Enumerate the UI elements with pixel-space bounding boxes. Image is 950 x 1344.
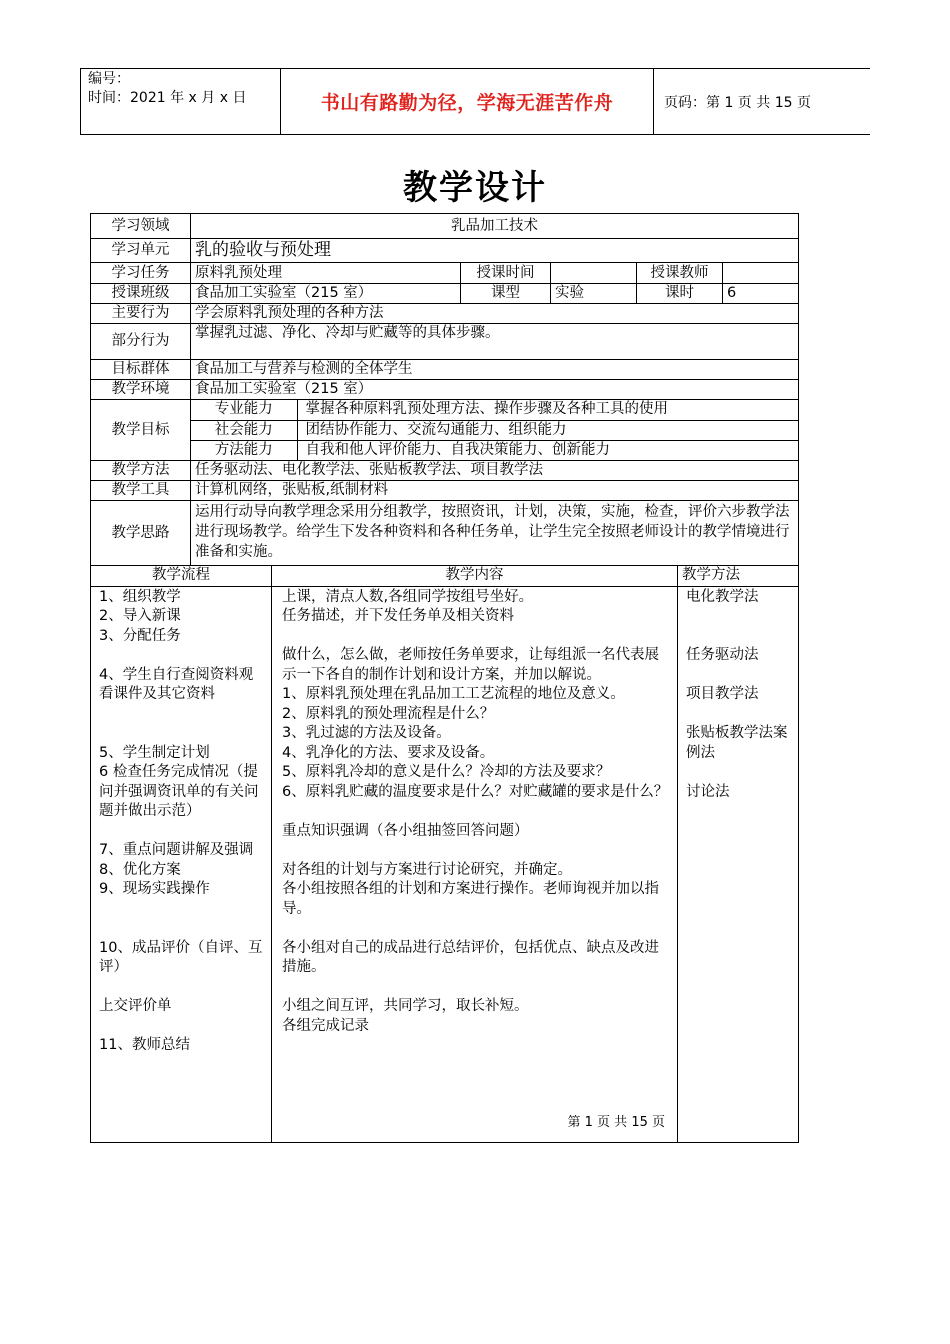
goal-value: 掌握各种原料乳预处理方法、操作步骤及各种工具的使用: [305, 401, 668, 418]
flow-methods: 电化教学法 任务驱动法 项目教学法 张贴板教学法案例法 讨论法: [678, 586, 799, 1142]
unit-value: 乳的验收与预处理: [191, 239, 799, 263]
row-main-action: [91, 304, 799, 324]
part-action-label: 部分行为: [91, 324, 191, 360]
goal-name: 方法能力: [191, 440, 297, 460]
goal-value: 团结协作能力、交流勾通能力、组织能力: [297, 420, 798, 440]
number-label: 编号：: [88, 71, 130, 87]
goal-row: [191, 400, 798, 420]
header-page-label: 页码：第 1 页 共 15 页: [664, 94, 811, 111]
env-label: 教学环境: [91, 380, 191, 400]
goals-label: 教学目标: [91, 400, 191, 461]
page-footer: 第 1 页 共 15 页: [567, 1114, 665, 1130]
field-label: 学习领域: [91, 214, 191, 239]
target-label: 目标群体: [91, 360, 191, 380]
flow-steps: 1、组织教学 2、导入新课 3、分配任务 4、学生自行查阅资料观看课件及其它资料 5、学生制定计划 6 检查任务完成情况（提问并强调资讯单的有关问题并做出示范） 7、重点问题讲解及强调 8、优化方案 9、现场实践操作 10、成品评价（自评、互评） 上交评价单 11、教师总结: [91, 586, 272, 1142]
hours-value: 6: [723, 284, 799, 304]
row-task: [91, 263, 799, 284]
flow-header-row: [91, 566, 799, 586]
main-action-value: 学会原料乳预处理的各种方法: [191, 304, 799, 324]
goal-value: 自我和他人评价能力、自我决策能力、创新能力: [297, 440, 798, 460]
idea-label: 教学思路: [91, 501, 191, 566]
part-action-value: 掌握乳过滤、净化、冷却与贮藏等的具体步骤。: [191, 324, 799, 360]
teacher-value: [723, 263, 799, 284]
methods-value: 任务驱动法、电化教学法、张贴板教学法、项目教学法: [191, 461, 799, 481]
env-value: 食品加工实验室（215 室）: [191, 380, 799, 400]
goal-row: [191, 420, 798, 440]
class-label: 授课班级: [91, 284, 191, 304]
tools-value: 计算机网络，张贴板,纸制材料: [191, 481, 799, 501]
flow-header-methods: 教学方法: [678, 566, 799, 586]
teaching-design-table: [90, 213, 798, 1143]
target-value: 食品加工与营养与检测的全体学生: [191, 360, 799, 380]
flow-header-steps: 教学流程: [91, 566, 272, 586]
goal-row: [191, 440, 798, 460]
tools-label: 教学工具: [91, 481, 191, 501]
row-field: [91, 214, 799, 239]
goal-name: 专业能力: [191, 400, 297, 420]
page-title: 教学设计: [403, 168, 547, 208]
row-unit: [91, 239, 799, 263]
goal-name: 社会能力: [191, 420, 297, 440]
row-class: [91, 284, 799, 304]
row-target: [91, 360, 799, 380]
row-goals: [91, 400, 799, 461]
task-label: 学习任务: [91, 263, 191, 284]
time-value: [551, 263, 637, 284]
hours-label: 课时: [637, 284, 723, 304]
header-motto: 书山有路勤为径，学海无涯苦作舟: [281, 68, 654, 135]
task-value: 原料乳预处理: [191, 263, 461, 284]
main-action-label: 主要行为: [91, 304, 191, 324]
row-env: [91, 380, 799, 400]
time-label: 授课时间: [461, 263, 551, 284]
type-label: 课型: [461, 284, 551, 304]
header-meta: [80, 68, 281, 135]
type-value: 实验: [551, 284, 637, 304]
idea-value: 运用行动导向教学理念采用分组教学，按照资讯，计划，决策，实施，检查，评价六步教学法进行现场教学。给学生下发各种资料和各种任务单，让学生完全按照老师设计的教学情境进行准备和实施。: [191, 501, 799, 566]
methods-label: 教学方法: [91, 461, 191, 481]
teacher-label: 授课教师: [637, 263, 723, 284]
flow-header-content: 教学内容: [272, 566, 678, 586]
date-label: 时间：2021 年 x 月 x 日: [88, 90, 247, 106]
row-idea: [91, 501, 799, 566]
field-value: 乳品加工技术: [191, 214, 799, 239]
flow-content: 上课，清点人数,各组同学按组号坐好。 任务描述，并下发任务单及相关资料 做什么，怎么做，老师按任务单要求，让每组派一名代表展示一下各自的制作计划和设计方案，并加以解说。 1、原料乳预处理在乳品加工工艺流程的地位及意义。 2、原料乳的预处理流程是什么？ 3、乳过滤的方法及设备。 4、乳净化的方法、要求及设备。 5、原料乳冷却的意义是什么？冷却的方法及要求？ 6、原料乳贮藏的温度要求是什么？对贮藏罐的要求是什么？ 重点知识强调（各小组抽签回答问题） 对各组的计划与方案进行讨论研究，并确定。 各小组按照各组的计划和方案进行操作。老师询视并加以指导。 各小组对自己的成品进行总结评价，包括优点、缺点及改进措施。 小组之间互评，共同学习，取长补短。 各组完成记录: [282, 588, 669, 1034]
flow-body-row: [91, 586, 799, 1142]
row-tools: [91, 481, 799, 501]
class-value: 食品加工实验室（215 室）: [191, 284, 461, 304]
unit-label: 学习单元: [91, 239, 191, 263]
row-part-action: [91, 324, 799, 360]
row-methods: [91, 461, 799, 481]
